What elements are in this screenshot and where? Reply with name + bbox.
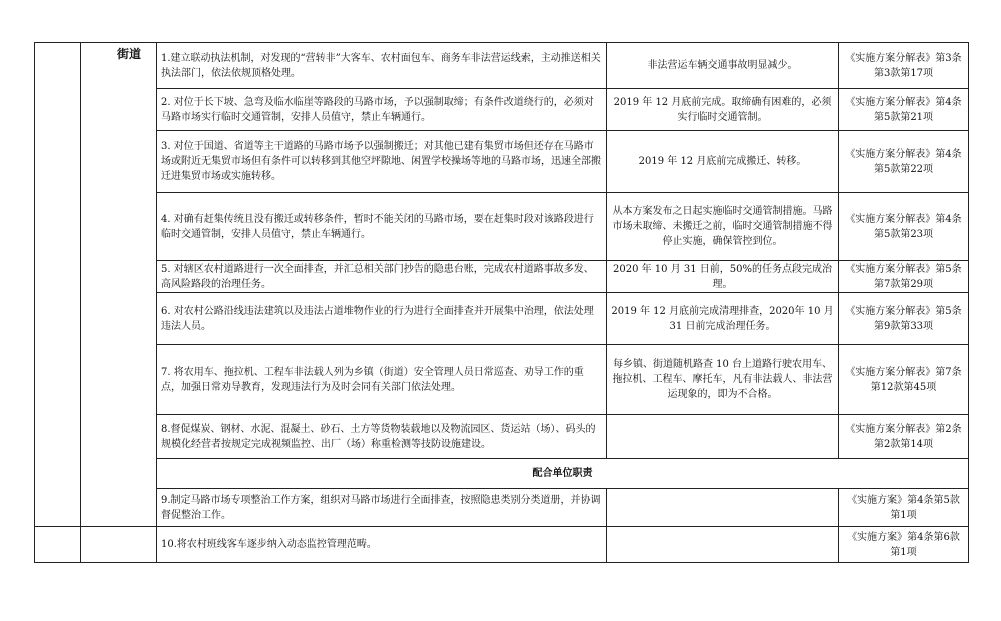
table-row bbox=[35, 345, 969, 415]
goal-cell: 2020 年 10 月 31 日前，50%的任务点段完成治理。 bbox=[607, 261, 839, 293]
goal-cell: 2019 年 12 月底前完成。取缔确有困难的，必须实行临时交通管制。 bbox=[607, 89, 839, 131]
task-cell: 8.督促煤炭、钢材、水泥、混凝土、砂石、土方等货物装载地以及物流园区、货运站（场）、码头的规模化经营者按规定完成视频监控、出厂（场）称重检测等技防设施建设。 bbox=[157, 415, 607, 459]
table-row bbox=[35, 261, 969, 293]
table-row bbox=[35, 293, 969, 345]
source-cell: 《实施方案分解表》第3条第3款第17项 bbox=[839, 43, 969, 89]
source-cell: 《实施方案》第4条第5款第1项 bbox=[839, 489, 969, 527]
source-cell: 《实施方案分解表》第4条第5款第21项 bbox=[839, 89, 969, 131]
task-cell: 5. 对辖区农村道路进行一次全面排查，并汇总相关部门抄告的隐患台账，完成农村道路事故多发、高风险路段的治理任务。 bbox=[157, 261, 607, 293]
task-cell: 9.制定马路市场专项整治工作方案，组织对马路市场进行全面排查，按照隐患类别分类道册，并协调督促整治工作。 bbox=[157, 489, 607, 527]
street-label: 街道 bbox=[116, 47, 141, 61]
task-cell: 6. 对农村公路沿线违法建筑以及违法占道堆物作业的行为进行全面排查并开展集中治理，依法处理违法人员。 bbox=[157, 293, 607, 345]
table-row bbox=[35, 131, 969, 193]
task-cell: 1.建立联动执法机制，对发现的“营转非”大客车、农村面包车、商务车非法营运线索，主动推送相关执法部门，依法依规顶格处理。 bbox=[157, 43, 607, 89]
goal-cell: 2019 年 12 月底前完成搬迁、转移。 bbox=[607, 131, 839, 193]
street-cell bbox=[81, 43, 157, 527]
task-cell: 10.将农村班线客车逐步纳入动态监控管理范畴。 bbox=[157, 527, 607, 563]
table-row bbox=[35, 89, 969, 131]
table-row bbox=[35, 527, 969, 563]
goal-cell: 每乡镇、街道随机路查 10 台上道路行驶农用车、拖拉机、工程车、摩托车，凡有非法载人、非法营运现象的，即为不合格。 bbox=[607, 345, 839, 415]
task-cell: 2. 对位于长下坡、急弯及临水临崖等路段的马路市场，予以强制取缔；有条件改道绕行的，必须对马路市场实行临时交通管制，安排人员值守，禁止车辆通行。 bbox=[157, 89, 607, 131]
goal-cell: 2019 年 12 月底前完成清理排查，2020年 10 月 31 日前完成治理任务。 bbox=[607, 293, 839, 345]
section-title: 配合单位职责 bbox=[157, 459, 969, 489]
goal-cell bbox=[607, 489, 839, 527]
blank-cell bbox=[35, 527, 81, 563]
blank-cell bbox=[35, 43, 81, 527]
source-cell: 《实施方案分解表》第4条第5款第23项 bbox=[839, 193, 969, 261]
goal-cell bbox=[607, 527, 839, 563]
table-row bbox=[35, 489, 969, 527]
table-row bbox=[35, 415, 969, 459]
source-cell: 《实施方案分解表》第4条第5款第22项 bbox=[839, 131, 969, 193]
source-cell: 《实施方案分解表》第5条第7款第29项 bbox=[839, 261, 969, 293]
source-cell: 《实施方案分解表》第7条第12款第45项 bbox=[839, 345, 969, 415]
goal-cell bbox=[607, 415, 839, 459]
source-cell: 《实施方案分解表》第2条第2款第14项 bbox=[839, 415, 969, 459]
table-row bbox=[35, 43, 969, 89]
table-row bbox=[35, 193, 969, 261]
section-header-row bbox=[35, 459, 969, 489]
task-cell: 3. 对位于国道、省道等主干道路的马路市场予以强制搬迁；对其他已建有集贸市场但还存在马路市场或附近无集贸市场但有条件可以转移到其他空坪隙地、闲置学校操场等地的马路市场，迅速全部搬迁进集贸市场或实施转移。 bbox=[157, 131, 607, 193]
source-cell: 《实施方案》第4条第6款第1项 bbox=[839, 527, 969, 563]
source-cell: 《实施方案分解表》第5条第9款第33项 bbox=[839, 293, 969, 345]
goal-cell: 非法营运车辆交通事故明显减少。 bbox=[607, 43, 839, 89]
goal-cell: 从本方案发布之日起实施临时交通管制措施。马路市场未取缔、未搬迁之前，临时交通管制措施不得停止实施，确保管控到位。 bbox=[607, 193, 839, 261]
task-cell: 7. 将农用车、拖拉机、工程车非法载人列为乡镇（街道）安全管理人员日常巡查、劝导工作的重点，加强日常劝导教育，发现违法行为及时会同有关部门依法处理。 bbox=[157, 345, 607, 415]
blank-cell bbox=[81, 527, 157, 563]
responsibility-table bbox=[34, 42, 969, 563]
task-cell: 4. 对确有赶集传统且没有搬迁或转移条件，暂时不能关闭的马路市场，要在赶集时段对该路段进行临时交通管制，安排人员值守，禁止车辆通行。 bbox=[157, 193, 607, 261]
